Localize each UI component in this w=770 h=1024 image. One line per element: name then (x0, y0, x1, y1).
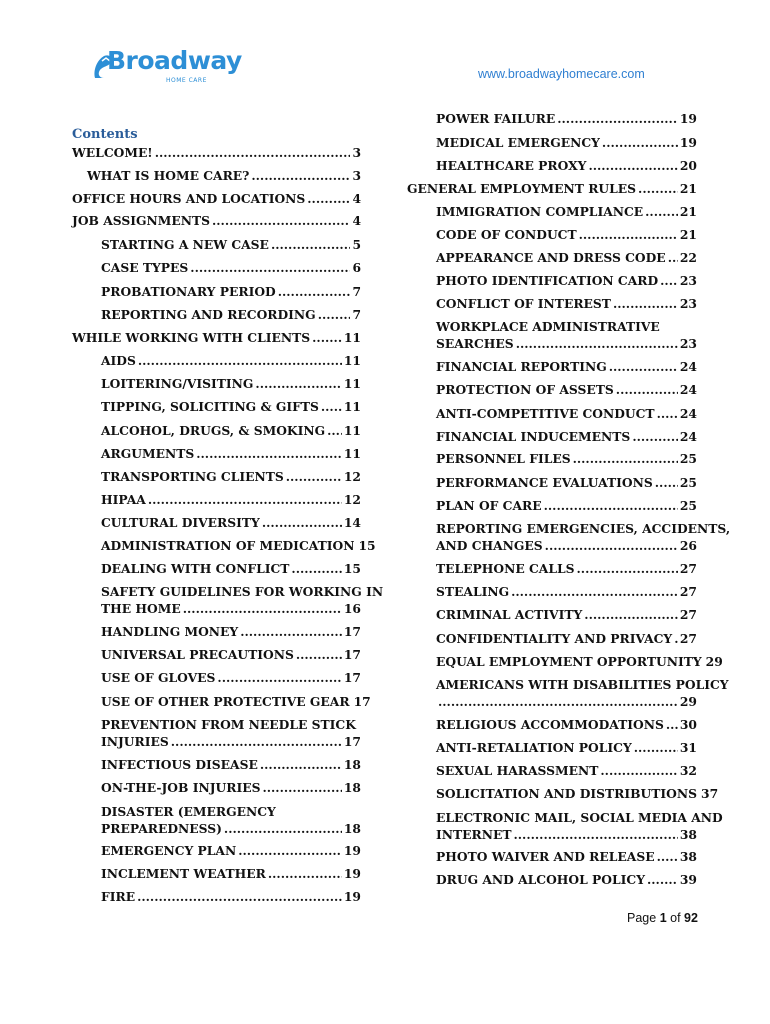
toc-entry-title-cont: THE HOME (101, 601, 181, 616)
toc-entry-page: 19 (679, 135, 697, 150)
toc-entry[interactable] (101, 647, 361, 663)
toc-entry-page: 18 (343, 780, 361, 795)
toc-entry-page: 25 (679, 475, 697, 490)
toc-entry[interactable] (436, 451, 697, 467)
toc-entry[interactable] (87, 168, 361, 184)
toc-entry[interactable] (436, 498, 697, 514)
toc-entry-page: 7 (352, 307, 361, 322)
toc-entry-title: SAFETY GUIDELINES FOR WORKING IN (101, 584, 384, 599)
toc-entry[interactable] (101, 583, 384, 617)
toc-entry[interactable] (72, 145, 361, 161)
toc-entry[interactable] (436, 204, 697, 220)
toc-entry-title: REPORTING EMERGENCIES, ACCIDENTS, (436, 521, 731, 536)
toc-entry-title: ALCOHOL, DRUGS, & SMOKING (101, 423, 326, 438)
toc-entry[interactable] (101, 803, 361, 837)
toc-entry-title: CULTURAL DIVERSITY (101, 515, 260, 530)
toc-entry[interactable] (72, 213, 361, 229)
toc-entry-title-cont: INTERNET (436, 827, 512, 842)
toc-entry[interactable] (101, 446, 361, 462)
toc-entry-title: RELIGIOUS ACCOMMODATIONS (436, 717, 664, 732)
toc-entry-page: 39 (679, 872, 697, 887)
current-page: 1 (659, 911, 667, 925)
toc-entry[interactable] (101, 237, 361, 253)
toc-entry-title: USE OF GLOVES (101, 670, 216, 685)
toc-entry-title-cont: SEARCHES (436, 336, 514, 351)
toc-entry[interactable] (101, 284, 361, 300)
toc-entry-page: 7 (352, 284, 361, 299)
toc-entry[interactable] (436, 296, 697, 312)
toc-entry-page: 5 (352, 237, 361, 252)
toc-entry[interactable] (101, 515, 361, 531)
toc-entry-title: DRUG AND ALCOHOL POLICY (436, 872, 645, 887)
toc-entry-title: PERSONNEL FILES (436, 451, 571, 466)
toc-entry[interactable] (101, 694, 371, 710)
toc-entry-title: WELCOME! (72, 145, 153, 160)
page-number-footer (627, 911, 698, 925)
toc-entry[interactable] (101, 399, 361, 415)
toc-entry-title: CODE OF CONDUCT (436, 227, 577, 242)
toc-entry[interactable] (101, 492, 361, 508)
toc-entry-title: PLAN OF CARE (436, 498, 542, 513)
toc-entry-page: 27 (679, 584, 697, 599)
toc-entry[interactable] (101, 538, 376, 554)
toc-entry[interactable] (436, 607, 697, 623)
toc-entry-page: 24 (679, 359, 697, 374)
toc-entry-page: 21 (679, 227, 697, 242)
toc-entry-page: 11 (343, 446, 361, 461)
toc-entry[interactable] (436, 520, 731, 554)
toc-entry[interactable] (436, 809, 723, 843)
toc-entry[interactable] (436, 359, 697, 375)
toc-entry-title: CRIMINAL ACTIVITY (436, 607, 583, 622)
toc-entry-title: WORKPLACE ADMINISTRATIVE (436, 319, 660, 334)
toc-entry[interactable] (407, 181, 697, 197)
toc-entry-page: 18 (343, 821, 361, 836)
toc-entry-title: FINANCIAL INDUCEMENTS (436, 429, 631, 444)
toc-entry-page: 17 (353, 694, 371, 709)
toc-entry[interactable] (436, 740, 697, 756)
toc-entry[interactable] (101, 780, 361, 796)
toc-entry-page: 22 (679, 250, 697, 265)
contents-heading: Contents (72, 127, 138, 142)
toc-entry-title: MEDICAL EMERGENCY (436, 135, 600, 150)
toc-entry[interactable] (436, 227, 697, 243)
toc-entry-title: LOITERING/VISITING (101, 376, 254, 391)
toc-entry[interactable] (72, 191, 361, 207)
toc-entry[interactable] (436, 135, 697, 151)
toc-entry-page: 38 (679, 849, 697, 864)
toc-entry-page: 27 (679, 631, 697, 646)
of-word: of (670, 911, 681, 925)
toc-entry-title: TRANSPORTING CLIENTS (101, 469, 284, 484)
toc-entry[interactable] (101, 670, 361, 686)
toc-entry-title: UNIVERSAL PRECAUTIONS (101, 647, 294, 662)
toc-entry[interactable] (436, 250, 697, 266)
toc-entry[interactable] (101, 376, 361, 392)
toc-entry[interactable] (436, 631, 697, 647)
toc-entry[interactable] (101, 843, 361, 859)
toc-entry-title: HEALTHCARE PROXY (436, 158, 587, 173)
toc-entry-title: INFECTIOUS DISEASE (101, 757, 258, 772)
toc-entry-page: 24 (679, 429, 697, 444)
toc-entry-page: 12 (343, 469, 361, 484)
toc-entry-page: 27 (679, 561, 697, 576)
toc-entry-title: ARGUMENTS (101, 446, 195, 461)
toc-entry[interactable] (436, 382, 697, 398)
toc-entry-page: 30 (679, 717, 697, 732)
toc-entry[interactable] (436, 717, 697, 733)
toc-entry-title: ON-THE-JOB INJURIES (101, 780, 261, 795)
toc-entry[interactable] (101, 866, 361, 882)
toc-entry-page: 17 (343, 734, 361, 749)
toc-entry-title: IMMIGRATION COMPLIANCE (436, 204, 644, 219)
toc-entry-page: 32 (679, 763, 697, 778)
toc-entry-page: 19 (343, 843, 361, 858)
logo-subtitle: HOME CARE (166, 77, 207, 84)
toc-entry-page: 19 (343, 889, 361, 904)
toc-entry-title: DISASTER (EMERGENCY (101, 804, 276, 819)
toc-entry[interactable] (101, 423, 361, 439)
toc-entry-title: WHAT IS HOME CARE? (87, 168, 250, 183)
toc-entry-page: 17 (343, 670, 361, 685)
toc-entry-title: FIRE (101, 889, 136, 904)
toc-entry-page: 11 (343, 353, 361, 368)
toc-entry[interactable] (101, 716, 361, 750)
toc-entry-title: POWER FAILURE (436, 111, 556, 126)
toc-entry[interactable] (436, 849, 697, 865)
toc-entry-title: ANTI-RETALIATION POLICY (436, 740, 632, 755)
toc-entry-title: ANTI-COMPETITIVE CONDUCT (436, 406, 655, 421)
toc-entry-title: INCLEMENT WEATHER (101, 866, 266, 881)
toc-entry[interactable] (436, 318, 697, 352)
toc-entry-page: 24 (679, 382, 697, 397)
toc-entry-title: CONFLICT OF INTEREST (436, 296, 611, 311)
toc-entry-title: USE OF OTHER PROTECTIVE GEAR (101, 694, 350, 709)
toc-entry-title: PERFORMANCE EVALUATIONS (436, 475, 653, 490)
toc-entry-page: 25 (679, 498, 697, 513)
toc-entry-page: 12 (343, 492, 361, 507)
toc-entry-title: SOLICITATION AND DISTRIBUTIONS (436, 786, 698, 801)
toc-entry[interactable] (101, 307, 361, 323)
toc-entry-title: EMERGENCY PLAN (101, 843, 237, 858)
toc-entry-title: PHOTO IDENTIFICATION CARD (436, 273, 659, 288)
toc-entry-title: EQUAL EMPLOYMENT OPPORTUNITY (436, 654, 702, 669)
toc-entry-title: OFFICE HOURS AND LOCATIONS (72, 191, 306, 206)
toc-entry-title-cont: AND CHANGES (436, 538, 543, 553)
toc-entry-title: ADMINISTRATION OF MEDICATION (101, 538, 355, 553)
toc-entry-page: 29 (679, 694, 697, 709)
toc-entry-title: STEALING (436, 584, 510, 599)
toc-entry-title: TELEPHONE CALLS (436, 561, 575, 576)
toc-entry-page: 19 (343, 866, 361, 881)
toc-entry-page: 23 (679, 336, 697, 351)
toc-entry-title: GENERAL EMPLOYMENT RULES (407, 181, 637, 196)
toc-entry[interactable] (436, 654, 723, 670)
toc-entry-title: PROBATIONARY PERIOD (101, 284, 276, 299)
page-word: Page (627, 911, 657, 925)
toc-entry-page: 17 (343, 647, 361, 662)
toc-entry[interactable] (436, 872, 697, 888)
toc-entry[interactable] (436, 561, 697, 577)
toc-entry-title: HIPAA (101, 492, 146, 507)
company-logo (93, 46, 242, 88)
toc-entry-page: 4 (352, 213, 361, 228)
toc-entry-title: PROTECTION OF ASSETS (436, 382, 614, 397)
toc-entry[interactable] (436, 158, 697, 174)
toc-entry-title: HANDLING MONEY (101, 624, 239, 639)
toc-entry-title: APPEARANCE AND DRESS CODE (436, 250, 666, 265)
toc-entry-page: 6 (352, 260, 361, 275)
total-pages: 92 (684, 911, 698, 925)
toc-entry-page: 11 (343, 399, 361, 414)
toc-entry-page: 38 (679, 827, 697, 842)
toc-entry[interactable] (436, 763, 697, 779)
toc-entry-title: CONFIDENTIALITY AND PRIVACY (436, 631, 673, 646)
toc-entry-page: 19 (679, 111, 697, 126)
toc-entry-page: 11 (343, 330, 361, 345)
toc-entry[interactable] (101, 469, 361, 485)
toc-entry-page: 15 (358, 538, 376, 553)
toc-entry-page: 4 (352, 191, 361, 206)
toc-entry[interactable] (436, 676, 729, 710)
toc-entry[interactable] (101, 889, 361, 905)
toc-entry-page: 3 (352, 145, 361, 160)
toc-entry-page: 3 (352, 168, 361, 183)
toc-entry-page: 20 (679, 158, 697, 173)
toc-entry[interactable] (101, 624, 361, 640)
toc-entry-page: 24 (679, 406, 697, 421)
toc-entry-page: 18 (343, 757, 361, 772)
toc-entry-page: 23 (679, 296, 697, 311)
toc-entry-title-cont: INJURIES (101, 734, 169, 749)
toc-entry-title-cont: PREPAREDNESS) (101, 821, 222, 836)
toc-entry-title: AMERICANS WITH DISABILITIES POLICY (436, 677, 729, 692)
toc-entry-page: 21 (679, 181, 697, 196)
toc-entry[interactable] (72, 330, 361, 346)
toc-entry-title: CASE TYPES (101, 260, 189, 275)
toc-entry-title: SEXUAL HARASSMENT (436, 763, 599, 778)
toc-entry[interactable] (101, 260, 361, 276)
toc-entry-title: JOB ASSIGNMENTS (72, 213, 210, 228)
toc-entry[interactable] (436, 786, 719, 802)
toc-entry-title: ELECTRONIC MAIL, SOCIAL MEDIA AND (436, 810, 723, 825)
toc-entry-page: 26 (679, 538, 697, 553)
website-url-link[interactable]: www.broadwayhomecare.com (478, 67, 645, 81)
toc-entry-title: STARTING A NEW CASE (101, 237, 269, 252)
toc-entry[interactable] (436, 584, 697, 600)
toc-entry-page: 31 (679, 740, 697, 755)
toc-entry-page: 25 (679, 451, 697, 466)
toc-entry[interactable] (436, 111, 697, 127)
toc-entry-page: 27 (679, 607, 697, 622)
toc-entry-title: DEALING WITH CONFLICT (101, 561, 290, 576)
toc-entry-page: 23 (679, 273, 697, 288)
toc-entry[interactable] (436, 406, 697, 422)
toc-entry[interactable] (101, 561, 361, 577)
toc-entry-page: 37 (701, 786, 719, 801)
toc-entry[interactable] (436, 429, 697, 445)
toc-entry-page: 17 (343, 624, 361, 639)
toc-entry-page: 11 (343, 376, 361, 391)
toc-entry-page: 11 (343, 423, 361, 438)
toc-entry-title: AIDS (101, 353, 136, 368)
toc-entry-page: 16 (343, 601, 361, 616)
toc-entry-title: FINANCIAL REPORTING (436, 359, 607, 374)
toc-entry[interactable] (101, 757, 361, 773)
toc-entry[interactable] (436, 475, 697, 491)
toc-entry-page: 21 (679, 204, 697, 219)
toc-entry-title: WHILE WORKING WITH CLIENTS (72, 330, 311, 345)
toc-entry-title: PHOTO WAIVER AND RELEASE (436, 849, 655, 864)
toc-entry-page: 14 (343, 515, 361, 530)
logo-wordmark: Broadway (107, 46, 242, 75)
toc-entry-page: 29 (705, 654, 723, 669)
toc-entry-title: TIPPING, SOLICITING & GIFTS (101, 399, 319, 414)
toc-entry-title: REPORTING AND RECORDING (101, 307, 316, 322)
toc-entry-page: 15 (343, 561, 361, 576)
toc-entry-title: PREVENTION FROM NEEDLE STICK (101, 717, 356, 732)
toc-entry[interactable] (436, 273, 697, 289)
toc-entry[interactable] (101, 353, 361, 369)
